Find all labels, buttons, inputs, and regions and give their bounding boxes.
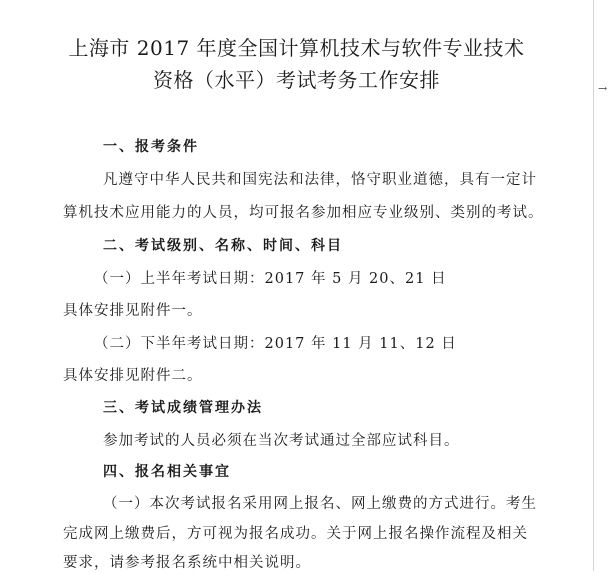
paragraph-line: 凡遵守中华人民共和国宪法和法律，恪守职业道德，具有一定计 [103, 172, 537, 188]
edge-arrow-mark: → [598, 82, 608, 95]
paragraph-line: （二）下半年考试日期：2017 年 11 月 11、12 日 [94, 336, 457, 352]
document-title-line-2: 资格（水平）考试考务工作安排 [153, 68, 440, 92]
paragraph-line: 算机技术应用能力的人员，均可报名参加相应专业级别、类别的考试。 [63, 205, 544, 221]
paragraph-line: （一）本次考试报名采用网上报名、网上缴费的方式进行。考生 [103, 496, 537, 512]
paragraph-line: 具体安排见附件二。 [63, 368, 203, 384]
section-heading-exam-levels: 二、考试级别、名称、时间、科目 [103, 238, 343, 254]
paragraph-line: （一）上半年考试日期：2017 年 5 月 20、21 日 [94, 271, 447, 287]
page-edge-divider [593, 0, 594, 571]
section-heading-eligibility: 一、报考条件 [103, 139, 199, 155]
paragraph-line: 完成网上缴费后，方可视为报名成功。关于网上报名操作流程及相关 [63, 526, 528, 542]
section-heading-registration: 四、报名相关事宜 [103, 464, 231, 480]
paragraph-line: 具体安排见附件一。 [63, 303, 203, 319]
document-title-line-1: 上海市 2017 年度全国计算机技术与软件专业技术 [68, 36, 525, 60]
paragraph-line: 要求，请参考报名系统中相关说明。 [63, 555, 311, 571]
section-heading-score-management: 三、考试成绩管理办法 [103, 400, 263, 416]
paragraph-line: 参加考试的人员必须在当次考试通过全部应试科目。 [103, 433, 460, 449]
